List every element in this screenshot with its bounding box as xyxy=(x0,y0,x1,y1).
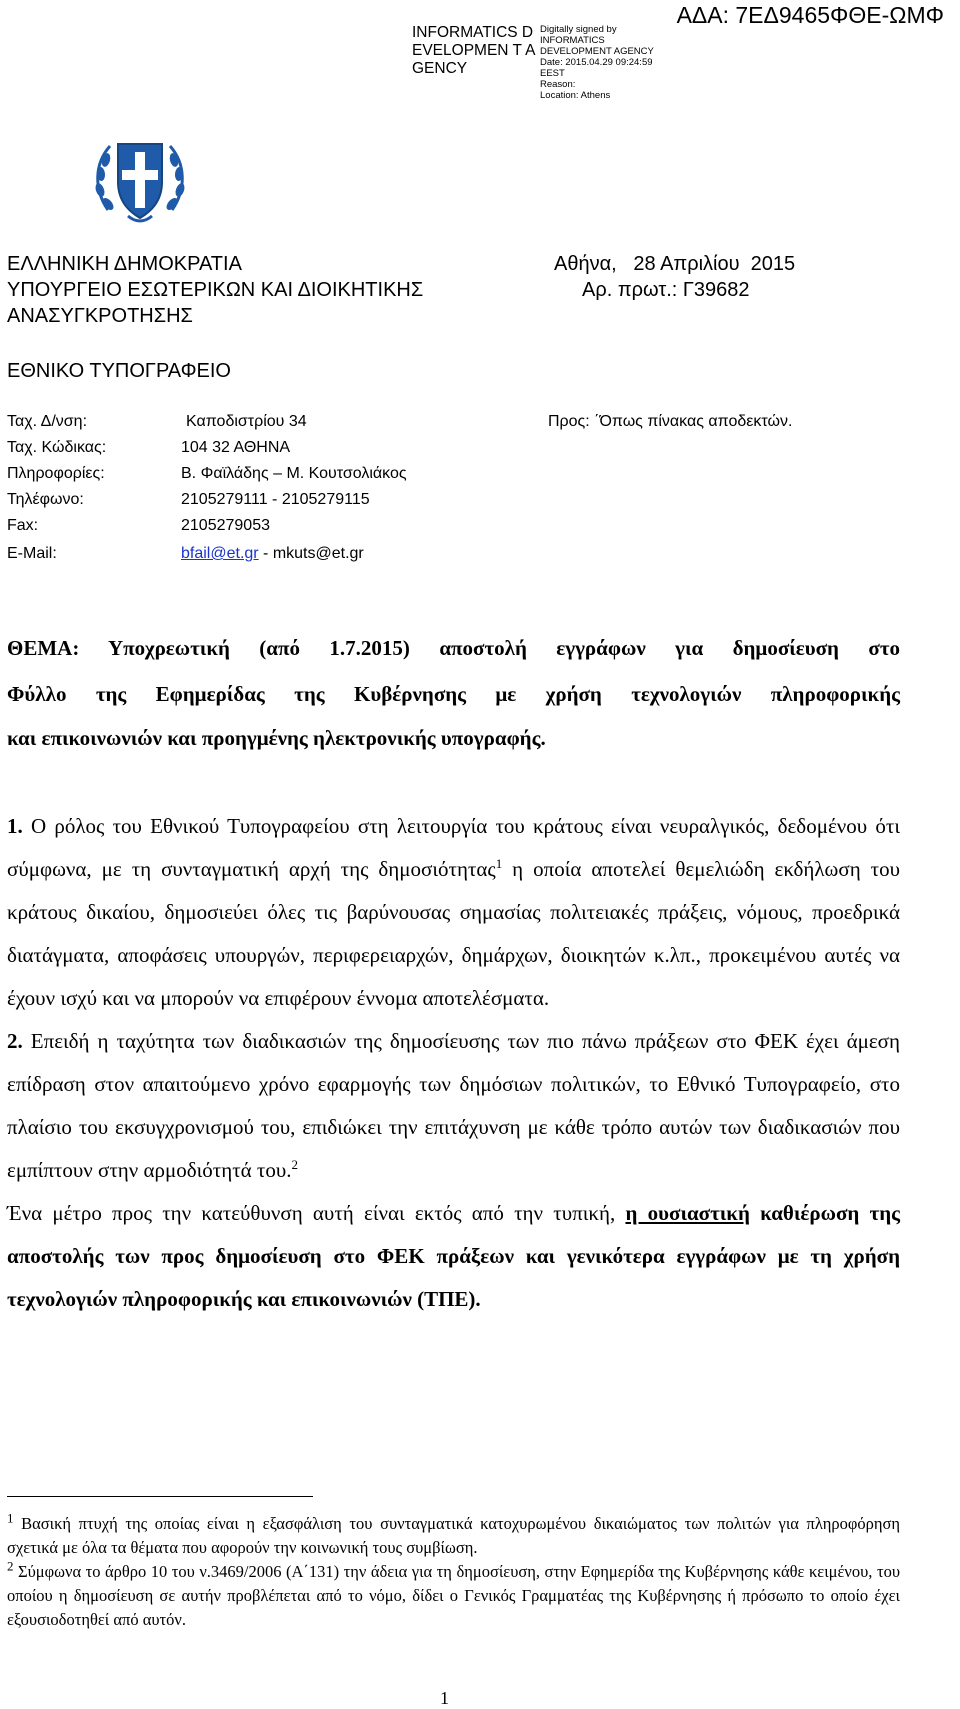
signature-line: Reason: xyxy=(540,79,576,90)
org-line: ΥΠΟΥΡΓΕΙΟ ΕΣΩΤΕΡΙΚΩΝ ΚΑΙ ΔΙΟΙΚΗΤΙΚΗΣ xyxy=(7,279,424,301)
signature-line: EEST xyxy=(540,68,565,79)
document-date: Αθήνα, 28 Απριλίου 2015 xyxy=(554,253,796,275)
fax-value: 2105279053 xyxy=(181,517,270,534)
info-value: Β. Φαϊλάδης – Μ. Κουτσολιάκος xyxy=(181,465,407,482)
org-line: ΑΝΑΣΥΓΚΡΟΤΗΣΗΣ xyxy=(7,305,193,327)
postcode-value: 104 32 ΑΘΗΝΑ xyxy=(181,439,291,456)
address-label: Ταχ. Δ/νση: xyxy=(7,413,88,430)
paragraph-3: Ένα μέτρο προς την κατεύθυνση αυτή είναι εκτός από την τυπική, η ουσιαστική καθιέρωση της αποστολής των προς δημοσίευση στο ΦΕΚ πράξεων και γενικότερα εγγράφων με τη χρήση τεχνολογιών πληροφορικής και επικοινωνιών (ΤΠΕ). xyxy=(7,1201,901,1311)
phone-value: 2105279111 - 2105279115 xyxy=(181,491,370,508)
signature-line: Date: 2015.04.29 09:24:59 xyxy=(540,57,653,68)
footnote-number: 1 xyxy=(7,1510,14,1526)
protocol-number: Αρ. πρωτ.: Γ39682 xyxy=(582,279,750,301)
email-rest: - mkuts@et.gr xyxy=(258,545,364,562)
ada-code: ΑΔΑ: 7ΕΔ9465ΦΘΕ-ΩΜΦ xyxy=(676,2,944,28)
org-line: ΕΘΝΙΚΟ ΤΥΠΟΓΡΑΦΕΙΟ xyxy=(7,360,231,382)
address-value: Καποδιστρίου 34 xyxy=(186,413,307,430)
signature-line: Digitally signed by xyxy=(540,24,617,35)
signature-name: INFORMATICS DEVELOPMEN T AGENCY xyxy=(412,24,536,77)
footnote-2: $^2$ Σύμφωνα το άρθρο 10 του ν.3469/2006 (Α΄131) την άδεια για τη δημοσίευση, στην Εφημερίδα της Κυβέρνησης κάθε κειμένου, του οποίου η δημοσίευση σε αυτήν προβλέπεται από το νόμο, δίδει ο Γενικός Γραμματέας της Κυβέρνησης ή πρόσωπο το οποίο έχει εξουσιοδοτηθεί από αυτόν. xyxy=(7,1558,900,1629)
fax-label: Fax: xyxy=(7,517,39,534)
paragraph-number: 1. xyxy=(7,814,23,838)
body-text xyxy=(7,805,900,1321)
postcode-label: Ταχ. Κώδικας: xyxy=(7,439,107,456)
signature-line: INFORMATICS xyxy=(540,35,605,46)
footnote-ref: 1 xyxy=(495,856,503,871)
greek-coat-of-arms-icon xyxy=(88,130,192,234)
paragraph-2: 2. Επειδή η ταχύτητα των διαδικασιών της δημοσίευσης των πιο πάνω πράξεων στο ΦΕΚ έχει άμεση επίδραση στον απαιτούμενο χρόνο εφαρμογής των δημόσιων πολιτικών, το Εθνικό Τυπογραφείο, στο πλαίσιο του εκσυγχρονισμού του, επιδιώκει την επιτάχυνση με κάθε τρόπο αυτών των διαδικασιών που εμπίπτουν στην αρμοδιότητά του.$^2$ xyxy=(7,1029,900,1182)
footnote-separator xyxy=(7,1496,313,1497)
email-label: E-Mail: xyxy=(7,545,57,562)
subject-line: Φύλλο της Εφημερίδας της Κυβέρνησης με χρήση τεχνολογιών πληροφορικής xyxy=(7,682,900,706)
signature-line: DEVELOPMENT AGENCY xyxy=(540,46,654,57)
info-label: Πληροφορίες: xyxy=(7,465,105,482)
signature-details xyxy=(540,24,654,101)
footnote-number: 2 xyxy=(7,1558,14,1574)
subject-line: και επικοινωνιών και προηγμένης ηλεκτρονικής υπογραφής. xyxy=(7,726,546,750)
emphasis-underlined: η ουσιαστική xyxy=(625,1201,750,1225)
emphasis-bold: καθιέρωση της αποστολής των προς δημοσίευση στο ΦΕΚ πράξεων και γενικότερα εγγράφων με τη χρήση τεχνολογιών πληροφορικής και επικοινωνιών (ΤΠΕ). xyxy=(7,1201,901,1311)
subject-line: ΘΕΜΑ: Υποχρεωτική (από 1.7.2015) αποστολή εγγράφων για δημοσίευση στο xyxy=(7,636,900,660)
paragraph-number: 2. xyxy=(7,1029,23,1053)
org-line: ΕΛΛΗΝΙΚΗ ΔΗΜΟΚΡΑΤΙΑ xyxy=(7,253,242,275)
footnote-ref: 2 xyxy=(291,1157,298,1172)
footnotes xyxy=(7,1512,900,1632)
phone-label: Τηλέφωνο: xyxy=(7,491,84,508)
footnote-1: $^1$ Βασική πτυχή της οποίας είναι η εξασφάλιση του συνταγματικά κατοχυρωμένου δικαιώματος των πολιτών για πληροφόρηση σχετικά με όλα τα θέματα που αφορούν την κοινωνική τους συμβίωση. xyxy=(7,1510,900,1557)
recipients: Προς: ΄Όπως πίνακας αποδεκτών. xyxy=(548,413,793,430)
signature-line: Location: Athens xyxy=(540,90,611,101)
email-link[interactable]: bfail@et.gr xyxy=(181,545,259,562)
page-number: 1 xyxy=(440,1688,449,1708)
paragraph-1: 1. Ο ρόλος του Εθνικού Τυπογραφείου στη λειτουργία του κράτους είναι νευραλγικός, δεδομένου ότι σύμφωνα, με τη συνταγματική αρχή της δημοσιότητας$^1$ η οποία αποτελεί θεμελιώδη εκδήλωση του κράτους δικαίου, δημοσιεύει όλες τις βαρύνουσας σημασίας πολιτειακές πράξεις, νόμους, προεδρικά διατάγματα, αποφάσεις υπουργών, περιφερειαρχών, δημάρχων, διοικητών κ.λπ., προκειμένου αυτές να έχουν ισχύ και να μπορούν να επιφέρουν έννομα αποτελέσματα. xyxy=(7,814,900,1010)
email-value xyxy=(181,541,364,567)
